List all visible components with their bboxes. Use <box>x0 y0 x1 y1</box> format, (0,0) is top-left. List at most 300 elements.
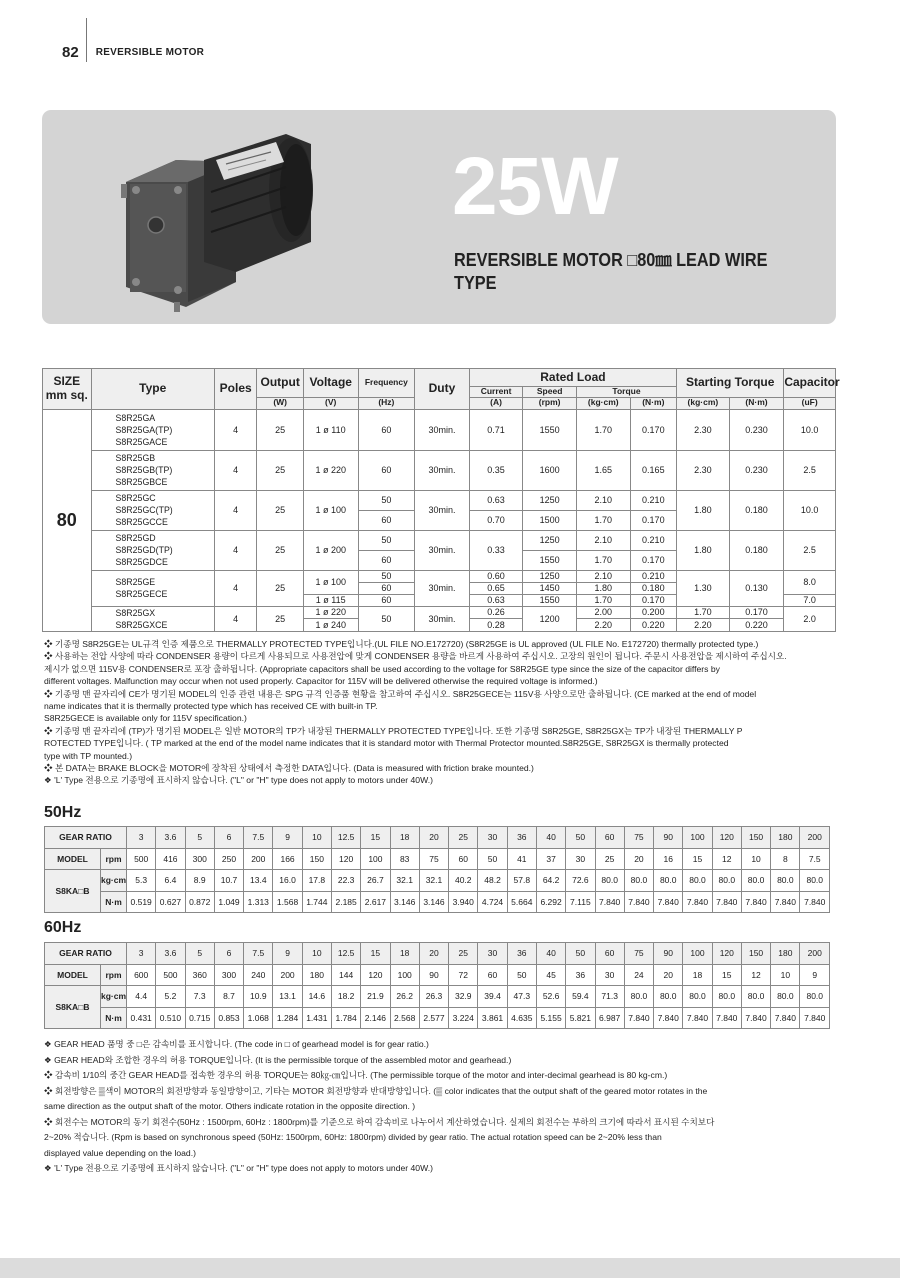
nm-cell: 2.185 <box>331 891 360 913</box>
voltage-cell: 1 ø 240 <box>303 619 358 632</box>
nm-cell: 0.715 <box>185 1007 214 1029</box>
rpm-cell: 300 <box>185 848 214 870</box>
notes-top <box>44 638 838 787</box>
nm-cell: 7.840 <box>654 1007 683 1029</box>
nm-cell: 7.840 <box>800 1007 830 1029</box>
note-line: ❖ GEAR HEAD 품명 중 □은 감속비를 표시합니다. (The code in □ of gearhead model is for gear ratio.) <box>44 1039 429 1049</box>
gear-ratio-cell: 7.5 <box>244 827 273 849</box>
torque-nm-cell: 0.170 <box>630 510 677 530</box>
th-poles: Poles <box>214 369 256 410</box>
nm-row <box>45 891 830 913</box>
table-row <box>43 606 836 619</box>
nm-cell: 7.115 <box>566 891 595 913</box>
kgcm-cell: 14.6 <box>302 986 331 1008</box>
nm-cell: 1.568 <box>273 891 302 913</box>
gear-ratio-cell: 75 <box>624 827 653 849</box>
duty-cell: 30min. <box>415 570 470 606</box>
gear-ratio-cell: 10 <box>302 943 331 965</box>
kgcm-cell: 10.9 <box>244 986 273 1008</box>
nm-cell: 7.840 <box>683 1007 712 1029</box>
rpm-cell: 416 <box>156 848 185 870</box>
rpm-cell: 166 <box>273 848 302 870</box>
rpm-cell: 50 <box>507 964 536 986</box>
nm-cell: 3.940 <box>449 891 478 913</box>
rpm-cell: 10 <box>771 964 800 986</box>
hero-subtitle: REVERSIBLE MOTOR □80㎜ LEAD WIRE TYPE <box>454 249 768 293</box>
speed-cell: 1550 <box>523 409 577 450</box>
gear-ratio-cell: 36 <box>507 943 536 965</box>
gear-ratio-label: GEAR RATIO <box>45 943 127 965</box>
speed-cell: 1600 <box>523 450 577 490</box>
speed-cell: 1250 <box>523 490 577 510</box>
rpm-cell: 120 <box>331 848 360 870</box>
gear-ratio-cell: 25 <box>449 943 478 965</box>
spec-table <box>42 368 840 632</box>
nm-cell: 2.146 <box>361 1007 390 1029</box>
rpm-cell: 30 <box>566 848 595 870</box>
torque-nm-cell: 0.170 <box>630 594 677 606</box>
rpm-cell: 7.5 <box>800 848 830 870</box>
gear-ratio-cell: 6 <box>214 827 243 849</box>
nm-cell: 1.784 <box>331 1007 360 1029</box>
gear-ratio-cell: 9 <box>273 943 302 965</box>
torque-kg-cell: 2.00 <box>576 606 630 619</box>
torque-kg-cell: 2.20 <box>576 619 630 632</box>
gear-ratio-cell: 7.5 <box>244 943 273 965</box>
model-label: MODEL <box>45 848 101 870</box>
note-line: ❖ 본 DATA는 BRAKE BLOCK을 MOTOR에 장착된 상태에서 측정한 DATA입니다. (Data is measured with friction brake mounted.) <box>44 763 534 774</box>
speed-cell: 1500 <box>523 510 577 530</box>
nm-cell: 2.577 <box>419 1007 448 1029</box>
st-kg-cell: 2.30 <box>677 409 730 450</box>
freq-cell: 60 <box>358 582 415 594</box>
cap-cell: 10.0 <box>784 409 836 450</box>
speed-cell: 1550 <box>523 550 577 570</box>
kgcm-cell: 17.8 <box>302 870 331 892</box>
note-line: displayed value depending on the load.) <box>44 1147 196 1158</box>
rpm-cell: 90 <box>419 964 448 986</box>
gear-ratio-cell: 9 <box>273 827 302 849</box>
rpm-cell: 200 <box>273 964 302 986</box>
gear-ratio-cell: 40 <box>536 943 565 965</box>
gear-ratio-cell: 200 <box>800 943 830 965</box>
torque-kg-cell: 1.70 <box>576 594 630 606</box>
rpm-cell: 120 <box>361 964 390 986</box>
nm-cell: 0.431 <box>127 1007 156 1029</box>
kgcm-cell: 13.4 <box>244 870 273 892</box>
st-nm-cell: 0.230 <box>729 450 784 490</box>
th-output-unit: (W) <box>257 397 304 409</box>
note-line: ❖ 회전방향은 ▒색이 MOTOR의 회전방향과 동일방향이고, 기타는 MOTOR 회전방향과 반대방향입니다. (▒ color indicates that the output shaft of the geared motor rotates in the <box>44 1085 708 1096</box>
rpm-cell: 16 <box>654 848 683 870</box>
torque-kg-cell: 1.80 <box>576 582 630 594</box>
th-current: Current <box>469 387 523 398</box>
rpm-cell: 300 <box>214 964 243 986</box>
note-line: ❖ 기종명 S8R25GE는 UL규격 인증 제품으로 THERMALLY PROTECTED TYPE입니다.(UL FILE NO.E172720) (S8R25GE is UL approved (UL FILE No. E172720) thermally protected type.) <box>44 639 759 649</box>
gear-ratio-cell: 20 <box>419 943 448 965</box>
kgcm-cell: 10.7 <box>214 870 243 892</box>
speed-cell: 1200 <box>523 606 577 631</box>
rpm-cell: 18 <box>683 964 712 986</box>
gear-ratio-cell: 20 <box>419 827 448 849</box>
nm-cell: 5.664 <box>507 891 536 913</box>
note-line: same direction as the output shaft of the motor. Others indicate rotation in the opposite direction. ) <box>44 1101 416 1111</box>
nm-cell: 7.840 <box>624 891 653 913</box>
th-speed-unit: (rpm) <box>523 397 577 409</box>
notes-bottom <box>44 1037 838 1177</box>
st-kg-cell: 1.80 <box>677 530 730 570</box>
table-row <box>43 490 836 510</box>
gear-ratio-cell: 3.6 <box>156 827 185 849</box>
kgcm-cell: 80.0 <box>771 986 800 1008</box>
gear-ratio-cell: 90 <box>654 943 683 965</box>
gear-ratio-cell: 150 <box>741 943 770 965</box>
freq-cell: 50 <box>358 570 415 582</box>
page-number: 82 <box>62 43 79 61</box>
th-torque-unit-nm: (N·m) <box>630 397 677 409</box>
torque-nm-cell: 0.200 <box>630 606 677 619</box>
nm-cell: 3.861 <box>478 1007 507 1029</box>
table-row <box>43 450 836 490</box>
rpm-cell: 9 <box>800 964 830 986</box>
gear-ratio-cell: 30 <box>478 827 507 849</box>
st-nm-cell: 0.180 <box>729 530 784 570</box>
rpm-cell: 75 <box>419 848 448 870</box>
freq-cell: 60 <box>358 550 415 570</box>
torque-nm-cell: 0.210 <box>630 530 677 550</box>
rpm-cell: 100 <box>390 964 419 986</box>
nm-cell: 7.840 <box>595 891 624 913</box>
gear-ratio-cell: 60 <box>595 943 624 965</box>
gear-table-50hz <box>44 826 830 913</box>
th-frequency: Frequency <box>358 369 415 398</box>
th-current-unit: (A) <box>469 397 523 409</box>
kgcm-cell: 13.1 <box>273 986 302 1008</box>
nm-cell: 1.744 <box>302 891 331 913</box>
gear-ratio-cell: 150 <box>741 827 770 849</box>
kgcm-cell: 80.0 <box>712 986 741 1008</box>
gear-ratio-cell: 50 <box>566 943 595 965</box>
torque-nm-cell: 0.220 <box>630 619 677 632</box>
cap-cell: 2.5 <box>784 530 836 570</box>
st-nm-cell: 0.170 <box>729 606 784 619</box>
note-line: ❖ 감속비 1/10의 중간 GEAR HEAD를 접속한 경우의 허용 TORQUE는 80㎏-㎝입니다. (The permissible torque of the motor and inter-decimal gearhead is 80 kg-cm.) <box>44 1070 668 1080</box>
kgcm-cell: 26.7 <box>361 870 390 892</box>
type-cell: S8R25GC S8R25GC(TP) S8R25GCCE <box>91 490 214 530</box>
kgcm-cell: 21.9 <box>361 986 390 1008</box>
current-cell: 0.33 <box>469 530 523 570</box>
voltage-cell: 1 ø 200 <box>303 530 358 570</box>
kgcm-cell: 80.0 <box>595 870 624 892</box>
rpm-cell: 25 <box>595 848 624 870</box>
rpm-cell: 200 <box>244 848 273 870</box>
rpm-label: rpm <box>101 848 127 870</box>
st-kg-cell: 2.30 <box>677 450 730 490</box>
size-value: 80 <box>43 409 92 631</box>
note-line: ❖ 'L' Type 전용으로 기종명에 표시하지 않습니다. ("L" or "H" type does not apply to motors under 40W.) <box>44 775 433 786</box>
kgcm-cell: 6.4 <box>156 870 185 892</box>
torque-nm-cell: 0.180 <box>630 582 677 594</box>
rpm-cell: 10 <box>741 848 770 870</box>
rpm-cell: 15 <box>683 848 712 870</box>
duty-cell: 30min. <box>415 606 470 631</box>
hero-watt-title: 25W <box>452 141 618 232</box>
kgcm-cell: 80.0 <box>624 986 653 1008</box>
th-rated-load: Rated Load <box>469 369 676 387</box>
footer-bar <box>0 1258 900 1278</box>
gear-ratio-cell: 15 <box>361 827 390 849</box>
type-cell: S8R25GA S8R25GA(TP) S8R25GACE <box>91 409 214 450</box>
current-cell: 0.26 <box>469 606 523 619</box>
kgcm-cell: 71.3 <box>595 986 624 1008</box>
voltage-cell: 1 ø 100 <box>303 490 358 530</box>
th-st-unit-nm: (N·m) <box>729 397 784 409</box>
rpm-cell: 12 <box>741 964 770 986</box>
nm-label: N·m <box>101 891 127 913</box>
gear-ratio-cell: 3 <box>127 827 156 849</box>
note-line: different voltages. Malfunction may occur when not used properly. Capacitor for 115V will be delivered otherwise the required voltage is informed.) <box>44 676 598 687</box>
st-nm-cell: 0.180 <box>729 490 784 530</box>
voltage-cell: 1 ø 220 <box>303 450 358 490</box>
nm-cell: 0.519 <box>127 891 156 913</box>
th-torque-unit-kg: (kg·cm) <box>576 397 630 409</box>
kgcm-cell: 80.0 <box>771 870 800 892</box>
note-line: ROTECTED TYPE입니다. ( TP marked at the end of the model name indicates that it is standard motor with Thermal Protector mounted.S8R25GE, S8R25GX is thermally protected <box>44 738 729 749</box>
output-cell: 25 <box>257 606 304 631</box>
current-cell: 0.28 <box>469 619 523 632</box>
gear-ratio-cell: 90 <box>654 827 683 849</box>
rpm-cell: 8 <box>771 848 800 870</box>
kgcm-cell: 80.0 <box>683 870 712 892</box>
output-cell: 25 <box>257 409 304 450</box>
gear-ratio-row <box>45 943 830 965</box>
current-cell: 0.63 <box>469 490 523 510</box>
cap-cell: 2.0 <box>784 606 836 631</box>
th-voltage-unit: (V) <box>303 397 358 409</box>
kgcm-cell: 72.6 <box>566 870 595 892</box>
st-kg-cell: 1.80 <box>677 490 730 530</box>
freq-cell: 50 <box>358 490 415 510</box>
th-size: SIZE mm sq. <box>43 369 92 410</box>
rpm-cell: 600 <box>127 964 156 986</box>
st-nm-cell: 0.130 <box>729 570 784 606</box>
torque-kg-cell: 1.70 <box>576 510 630 530</box>
kgcm-cell: 32.9 <box>449 986 478 1008</box>
kgcm-cell: 80.0 <box>683 986 712 1008</box>
voltage-cell: 1 ø 220 <box>303 606 358 619</box>
kgcm-cell: 8.7 <box>214 986 243 1008</box>
torque-kg-cell: 1.70 <box>576 550 630 570</box>
nm-row <box>45 1007 830 1029</box>
nm-cell: 2.617 <box>361 891 390 913</box>
nm-cell: 7.840 <box>741 891 770 913</box>
note-line: 제시가 없으면 115V용 CONDENSER로 포장 출하됩니다. (Appropriate capacitors shall be used according to the voltage for S8R25GE type since the size of the capacitor differs by <box>44 663 720 674</box>
kgcm-cell: 32.1 <box>419 870 448 892</box>
gear-ratio-cell: 180 <box>771 943 800 965</box>
rpm-cell: 20 <box>654 964 683 986</box>
th-starting-torque: Starting Torque <box>677 369 784 398</box>
th-capacitor-unit: (uF) <box>784 397 836 409</box>
th-output: Output <box>257 369 304 398</box>
kgcm-cell: 64.2 <box>536 870 565 892</box>
gear-ratio-cell: 3 <box>127 943 156 965</box>
table-row <box>43 409 836 450</box>
nm-cell: 7.840 <box>800 891 830 913</box>
nm-cell: 3.146 <box>419 891 448 913</box>
poles-cell: 4 <box>214 606 256 631</box>
gear-ratio-row <box>45 827 830 849</box>
duty-cell: 30min. <box>415 450 470 490</box>
kgcm-cell: 39.4 <box>478 986 507 1008</box>
rpm-cell: 36 <box>566 964 595 986</box>
nm-cell: 1.313 <box>244 891 273 913</box>
rpm-cell: 72 <box>449 964 478 986</box>
speed-cell: 1550 <box>523 594 577 606</box>
note-line: ❖ 기종명 맨 끝자리에 CE가 명기된 MODEL의 인증 관련 내용은 SPG 규격 인증품 현황을 참고하여 주십시오. S8R25GECE는 115V용 사양으로만 출하됩니다. (CE marked at the end of model <box>44 688 757 699</box>
rpm-cell: 250 <box>214 848 243 870</box>
kgcm-cell: 80.0 <box>624 870 653 892</box>
rpm-cell: 360 <box>185 964 214 986</box>
nm-label: N·m <box>101 1007 127 1029</box>
gearhead-model: S8KA□B <box>45 870 101 913</box>
current-cell: 0.60 <box>469 570 523 582</box>
note-line: name indicates that it is thermally protected type which has received CE with built-in TP. <box>44 701 378 712</box>
rpm-row <box>45 964 830 986</box>
gear-ratio-cell: 10 <box>302 827 331 849</box>
kgcm-row <box>45 870 830 892</box>
rpm-cell: 500 <box>127 848 156 870</box>
voltage-cell: 1 ø 100 <box>303 570 358 594</box>
freq-cell: 60 <box>358 409 415 450</box>
cap-cell: 10.0 <box>784 490 836 530</box>
st-kg-cell: 1.30 <box>677 570 730 606</box>
gear-ratio-cell: 75 <box>624 943 653 965</box>
torque-nm-cell: 0.210 <box>630 490 677 510</box>
nm-cell: 7.840 <box>712 891 741 913</box>
gear-ratio-cell: 5 <box>185 827 214 849</box>
freq-cell: 60 <box>358 510 415 530</box>
current-cell: 0.70 <box>469 510 523 530</box>
kgcm-cell: 18.2 <box>331 986 360 1008</box>
st-kg-cell: 1.70 <box>677 606 730 619</box>
rpm-cell: 45 <box>536 964 565 986</box>
speed-cell: 1250 <box>523 530 577 550</box>
nm-cell: 6.987 <box>595 1007 624 1029</box>
cap-cell: 2.5 <box>784 450 836 490</box>
type-cell: S8R25GE S8R25GECE <box>91 570 214 606</box>
gear-table-title-50hz: 50Hz <box>44 804 82 821</box>
gear-ratio-cell: 25 <box>449 827 478 849</box>
nm-cell: 5.155 <box>536 1007 565 1029</box>
gear-ratio-cell: 36 <box>507 827 536 849</box>
gear-ratio-cell: 30 <box>478 943 507 965</box>
kgcm-cell: 4.4 <box>127 986 156 1008</box>
nm-cell: 0.627 <box>156 891 185 913</box>
freq-cell: 60 <box>358 594 415 606</box>
rpm-cell: 150 <box>302 848 331 870</box>
th-torque: Torque <box>576 387 676 398</box>
kgcm-cell: 80.0 <box>741 870 770 892</box>
poles-cell: 4 <box>214 490 256 530</box>
kgcm-row <box>45 986 830 1008</box>
torque-kg-cell: 2.10 <box>576 490 630 510</box>
rpm-cell: 30 <box>595 964 624 986</box>
st-kg-cell: 2.20 <box>677 619 730 632</box>
rpm-cell: 60 <box>449 848 478 870</box>
kgcm-cell: 16.0 <box>273 870 302 892</box>
rpm-cell: 50 <box>478 848 507 870</box>
kgcm-cell: 57.8 <box>507 870 536 892</box>
output-cell: 25 <box>257 570 304 606</box>
gear-ratio-cell: 12.5 <box>331 943 360 965</box>
torque-nm-cell: 0.170 <box>630 409 677 450</box>
gear-ratio-cell: 15 <box>361 943 390 965</box>
nm-cell: 4.635 <box>507 1007 536 1029</box>
note-line: 2~20% 적습니다. (Rpm is based on synchronous speed (50Hz: 1500rpm, 60Hz: 1800rpm) divided by gear ratio. The actual rotation speed can be 2~20% less than <box>44 1132 662 1142</box>
torque-kg-cell: 1.65 <box>576 450 630 490</box>
nm-cell: 7.840 <box>683 891 712 913</box>
rpm-cell: 500 <box>156 964 185 986</box>
gear-ratio-cell: 120 <box>712 943 741 965</box>
kgcm-cell: 80.0 <box>800 986 830 1008</box>
torque-nm-cell: 0.210 <box>630 570 677 582</box>
kgcm-cell: 8.9 <box>185 870 214 892</box>
nm-cell: 1.049 <box>214 891 243 913</box>
duty-cell: 30min. <box>415 490 470 530</box>
gear-table-title-60hz: 60Hz <box>44 919 82 936</box>
current-cell: 0.35 <box>469 450 523 490</box>
duty-cell: 30min. <box>415 409 470 450</box>
rpm-cell: 180 <box>302 964 331 986</box>
kgcm-cell: 7.3 <box>185 986 214 1008</box>
nm-cell: 1.068 <box>244 1007 273 1029</box>
gear-ratio-label: GEAR RATIO <box>45 827 127 849</box>
torque-nm-cell: 0.165 <box>630 450 677 490</box>
motor-photo <box>116 122 316 312</box>
nm-cell: 3.224 <box>449 1007 478 1029</box>
kgcm-cell: 32.1 <box>390 870 419 892</box>
poles-cell: 4 <box>214 570 256 606</box>
rpm-cell: 83 <box>390 848 419 870</box>
output-cell: 25 <box>257 490 304 530</box>
kgcm-cell: 80.0 <box>800 870 830 892</box>
gear-ratio-cell: 12.5 <box>331 827 360 849</box>
kgcm-cell: 5.2 <box>156 986 185 1008</box>
voltage-cell: 1 ø 110 <box>303 409 358 450</box>
th-speed: Speed <box>523 387 577 398</box>
nm-cell: 4.724 <box>478 891 507 913</box>
nm-cell: 7.840 <box>712 1007 741 1029</box>
torque-kg-cell: 2.10 <box>576 570 630 582</box>
freq-cell: 60 <box>358 450 415 490</box>
type-cell: S8R25GX S8R25GXCE <box>91 606 214 631</box>
nm-cell: 5.821 <box>566 1007 595 1029</box>
note-line: ❖ 기종명 맨 끝자리에 (TP)가 명기된 MODEL은 일반 MOTOR의 TP가 내장된 THERMALLY PROTECTED TYPE입니다. 또한 기종명 S8R25GE, S8R25GX는 TP가 내장된 THERMALLY P <box>44 725 743 736</box>
kgcm-cell: 22.3 <box>331 870 360 892</box>
note-line: S8R25GECE is available only for 115V specification.) <box>44 713 247 724</box>
th-frequency-unit: (Hz) <box>358 397 415 409</box>
gear-ratio-cell: 120 <box>712 827 741 849</box>
hero-banner <box>42 110 836 324</box>
rpm-cell: 144 <box>331 964 360 986</box>
type-cell: S8R25GB S8R25GB(TP) S8R25GBCE <box>91 450 214 490</box>
type-cell: S8R25GD S8R25GD(TP) S8R25GDCE <box>91 530 214 570</box>
poles-cell: 4 <box>214 530 256 570</box>
th-duty: Duty <box>415 369 470 410</box>
kgcm-cell: 80.0 <box>654 986 683 1008</box>
torque-nm-cell: 0.170 <box>630 550 677 570</box>
gear-ratio-cell: 50 <box>566 827 595 849</box>
